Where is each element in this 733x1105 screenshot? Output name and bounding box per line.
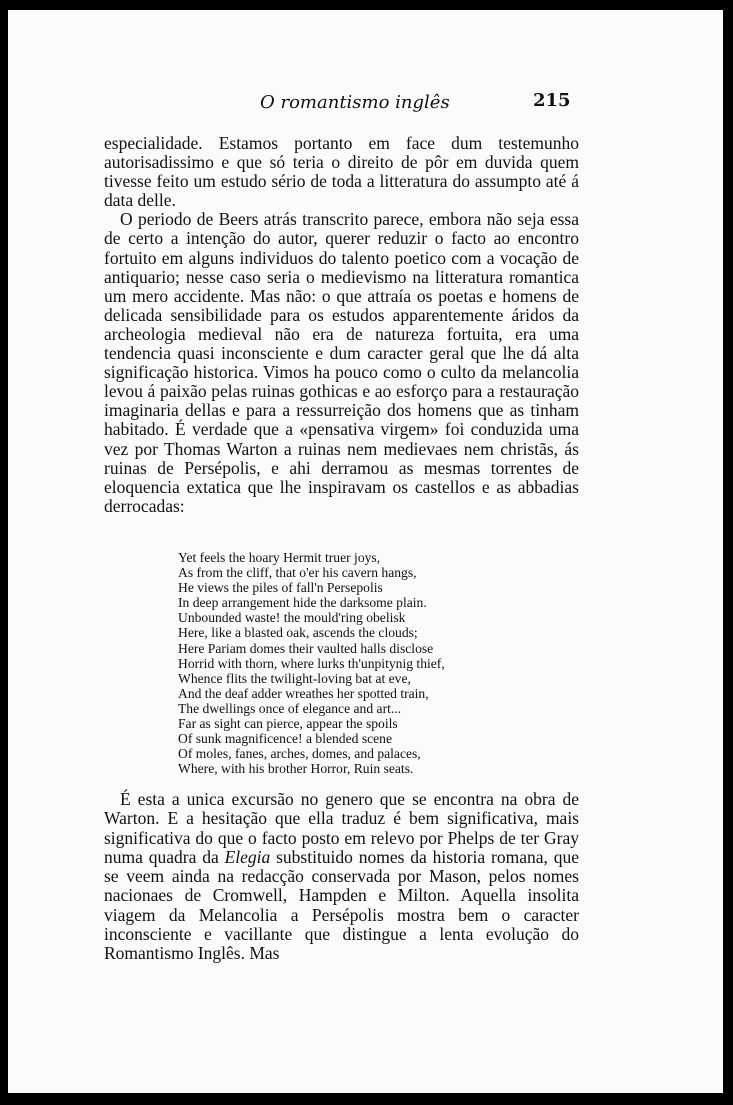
poem-line: As from the cliff, that o'er his cavern hangs, — [178, 565, 417, 581]
poem-line: The dwellings once of elegance and art... — [178, 700, 402, 716]
page-header — [8, 92, 723, 122]
poem-line: Horrid with thorn, where lurks th'unpitynig thief, — [178, 655, 445, 671]
poem-line: Here Pariam domes their vaulted halls disclose — [178, 640, 434, 656]
poem-line: He views the piles of fall'n Persepolis — [178, 580, 383, 596]
poem-line: Far as sight can pierce, appear the spoils — [178, 716, 398, 732]
poem-line: And the deaf adder wreathes her spotted train, — [178, 685, 429, 701]
quoted-poem — [178, 550, 558, 776]
page-number: 215 — [533, 90, 571, 111]
paragraph-text: É esta a unica excursão no genero que se encontra na obra de Warton. E a hesitação que ella traduz é bem significativa, mais significativa do que o facto posto em relevo por Phelps de ter Gray numa quadra da — [104, 789, 579, 867]
paragraph-continuation: especialidade. Estamos portanto em face dum testemunho autorisadissimo e que só teria o direito de pôr em duvida quem tivesse feito um estudo sério de toda a litteratura do assumpto até á data delle. — [104, 133, 579, 211]
paragraph-beers: O periodo de Beers atrás transcrito parece, embora não seja essa de certo a intenção do autor, querer reduzir o facto ao encontro fortuito em alguns individuos do talento poetico com a vocação de antiquario; nesse caso seria o medievismo na litteratura romantica um mero accidente. Mas não: o que attraía os poetas e homens de delicada sensibilidade para os estudos apparentemente áridos da archeologia medieval não era de natureza fortuita, era uma tendencia quasi inconsciente e dum caracter geral que lhe dá alta significação historica. Vimos ha pouco como o culto da melancolia levou á paixão pelas ruinas gothicas e ao esforço para a restauração imaginaria dellas e para a ressurreição dos homens que as tinham habitado. É verdade que a «pensativa virgem» foi conduzida uma vez por Thomas Warton a ruinas nem medievaes nem christãs, ás ruinas de Persépolis, e ahi derramou as mesmas torrentes de eloquencia extatica que lhe inspiravam os castellos e as abbadias derrocadas: — [104, 209, 579, 516]
paragraph-text: substituido nomes da historia romana, que se veem ainda na redacção conservada por Mason, pelos nomes nacionaes de Cromwell, Hampden e Milton. Aquella insolita viagem da Melancolia a Persépolis mostra bem o caracter inconsciente e vacillante que distingue a lenta evolução do Romantismo Inglês. Mas — [104, 846, 579, 964]
poem-line: Yet feels the hoary Hermit truer joys, — [178, 550, 381, 565]
poem-line: Whence flits the twilight-loving bat at eve, — [178, 670, 411, 686]
poem-line: Here, like a blasted oak, ascends the clouds; — [178, 625, 418, 641]
running-head: O romantismo inglês — [260, 92, 450, 113]
body-text-bottom — [104, 790, 579, 964]
poem-line: In deep arrangement hide the darksome plain. — [178, 595, 427, 611]
poem-line: Of moles, fanes, arches, domes, and palaces, — [178, 746, 421, 762]
poem-line: Unbounded waste! the mould'ring obelisk — [178, 610, 406, 626]
body-text-top — [104, 134, 579, 516]
poem-line: Where, with his brother Horror, Ruin seats. — [178, 761, 414, 777]
book-page — [8, 10, 723, 1093]
poem-line: Of sunk magnificence! a blended scene — [178, 731, 393, 747]
paragraph-warton — [104, 790, 579, 964]
italic-title: Elegia — [224, 846, 271, 867]
